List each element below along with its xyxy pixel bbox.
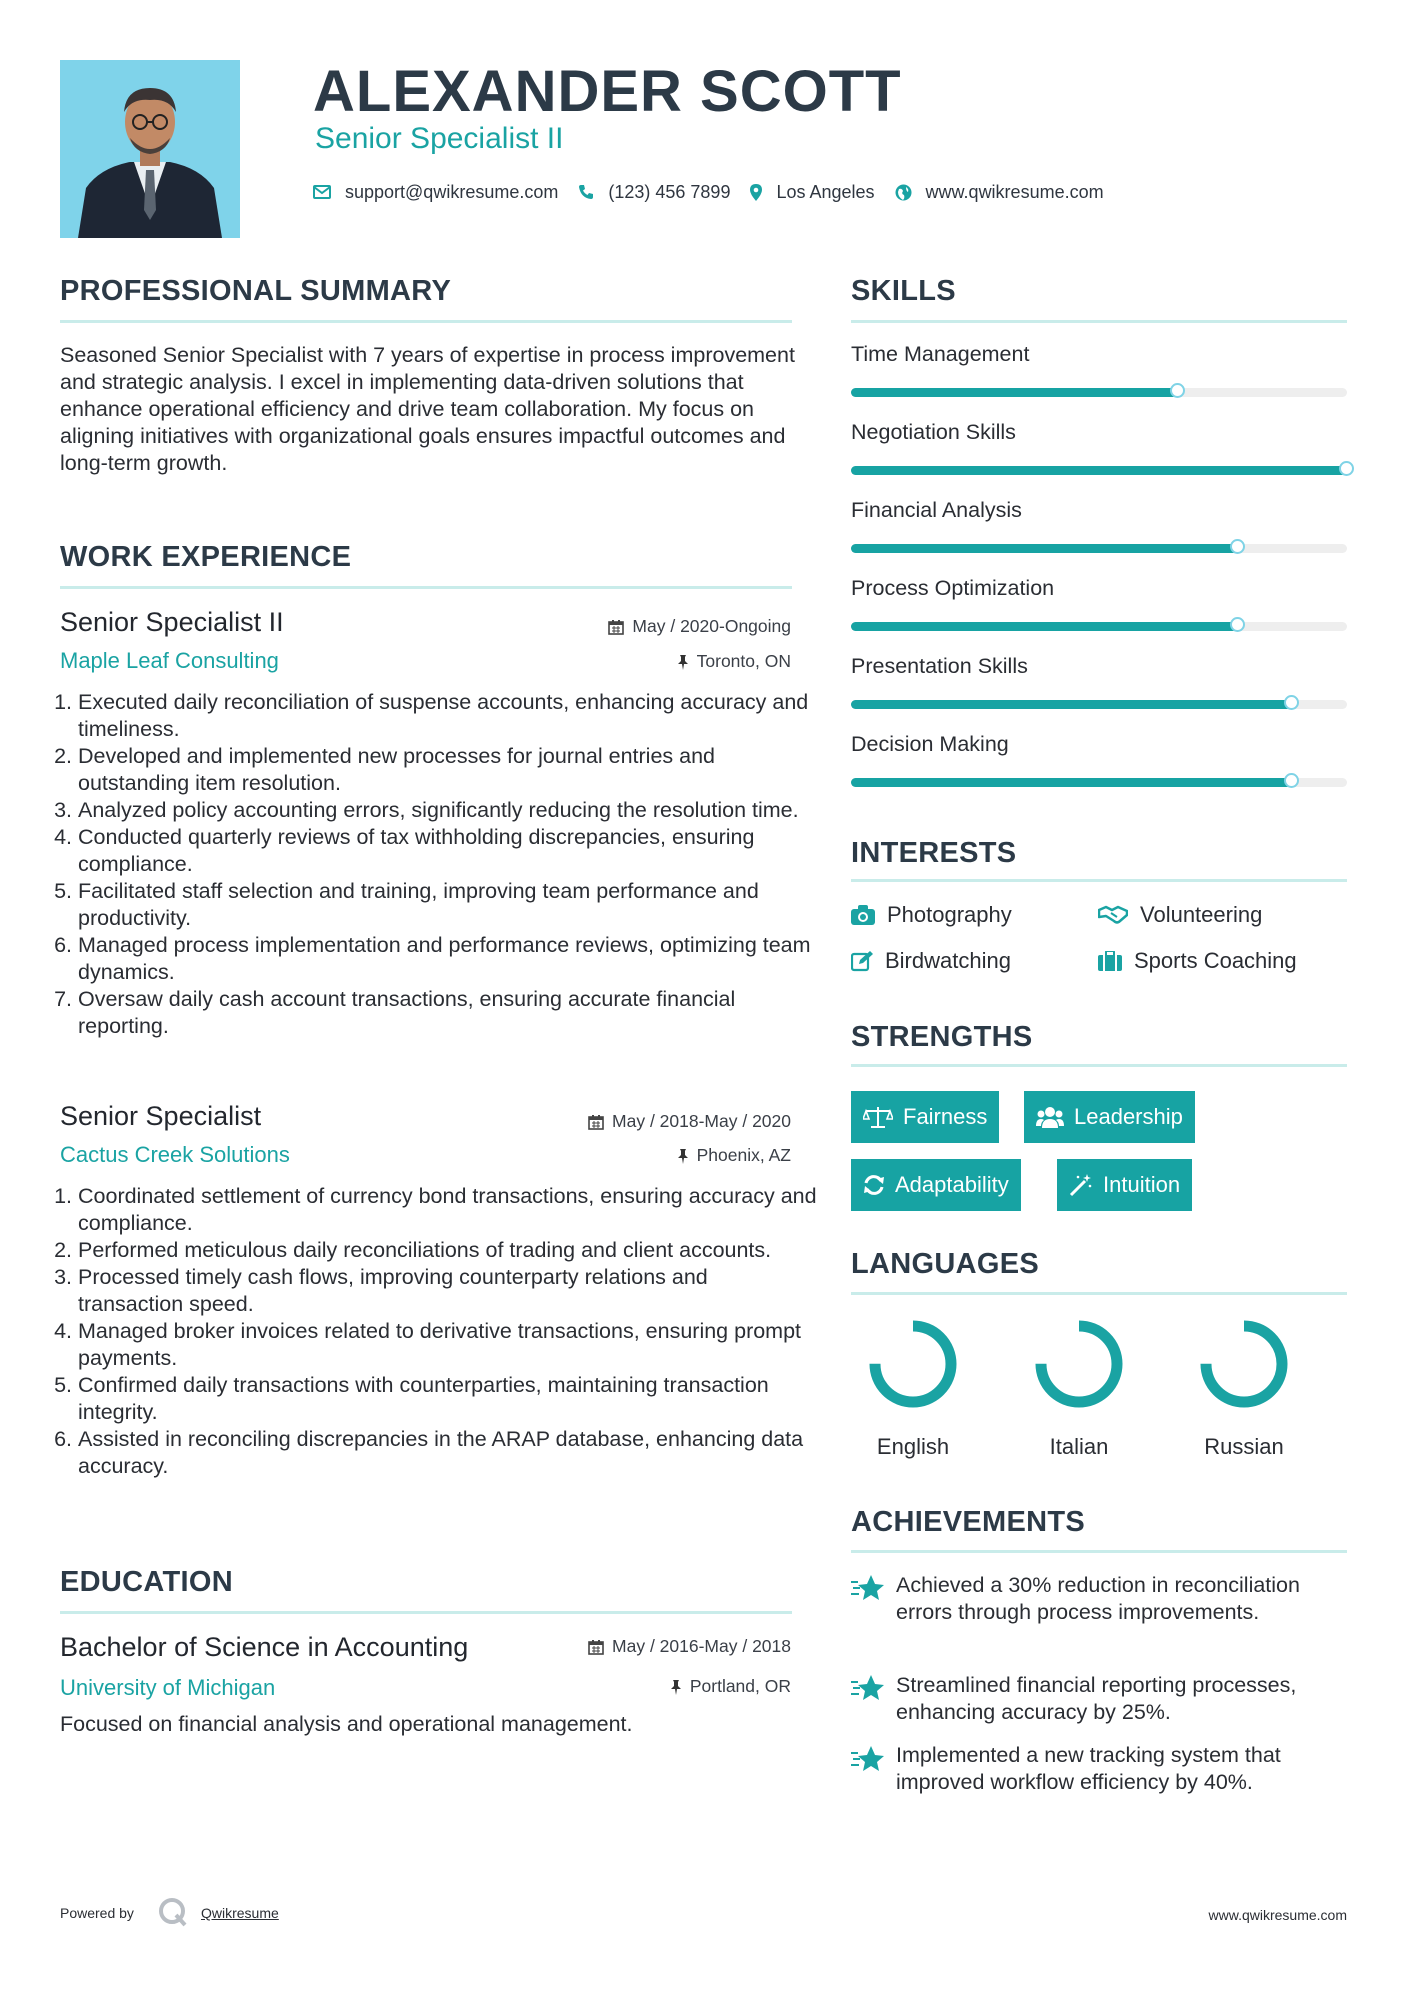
strength-badge	[851, 1091, 999, 1143]
job-duties-list	[60, 689, 818, 1040]
calendar-icon	[588, 1639, 604, 1655]
strength-badge	[1057, 1159, 1192, 1211]
email-text: support@qwikresume.com	[345, 181, 559, 202]
footer-website-link[interactable]: www.qwikresume.com	[1208, 1907, 1347, 1923]
candidate-title: Senior Specialist II	[315, 122, 564, 155]
pushpin-icon	[677, 1148, 689, 1164]
skill-level-fill	[851, 622, 1238, 631]
language-label: Italian	[1049, 1434, 1109, 1459]
achievement-text: Streamlined financial reporting processes, enhancing accuracy by 25%.	[896, 1673, 1297, 1724]
school-name: University of Michigan	[60, 1675, 276, 1700]
profile-photo	[60, 60, 240, 238]
globe-icon	[895, 184, 912, 201]
achievement-star	[851, 1674, 885, 1707]
education-heading: EDUCATION	[60, 1566, 233, 1598]
handshake-icon	[1098, 905, 1128, 925]
summary-text: Seasoned Senior Specialist with 7 years of expertise in process improvement and strategic analysis. I excel in implementing data-driven solutions that enhance operational efficiency and drive team collaboration. My focus on aligning initiatives with organizational goals ensures impactful outcomes and long-term growth.	[60, 343, 795, 475]
skills-heading: SKILLS	[851, 275, 956, 307]
summary-rule	[60, 320, 792, 323]
interests-rule	[851, 879, 1347, 882]
skill-level-fill	[851, 700, 1292, 709]
experience-heading: WORK EXPERIENCE	[60, 541, 352, 573]
list-item: 6. Assisted in reconciling discrepancies in the ARAP database, enhancing data accuracy.	[78, 1426, 818, 1480]
education-dates-text: May / 2016-May / 2018	[612, 1636, 791, 1656]
interest-item	[1098, 948, 1297, 974]
language-progress-ring	[867, 1318, 959, 1415]
calendar-icon	[608, 619, 624, 635]
strength-label: Fairness	[903, 1104, 988, 1129]
list-item: 3. Analyzed policy accounting errors, significantly reducing the resolution time.	[78, 797, 818, 824]
strength-label: Leadership	[1074, 1104, 1183, 1129]
skill-level-fill	[851, 778, 1292, 787]
pushpin-icon	[670, 1679, 682, 1695]
star-icon	[851, 1574, 885, 1602]
strengths-heading: STRENGTHS	[851, 1021, 1033, 1053]
briefcase-icon	[1098, 951, 1122, 971]
interest-label: Volunteering	[1140, 902, 1263, 927]
languages-heading: LANGUAGES	[851, 1248, 1039, 1280]
skill-level-bar	[851, 466, 1347, 475]
list-item: 7. Oversaw daily cash account transactions, ensuring accurate financial reporting.	[78, 986, 818, 1040]
language-label: Russian	[1204, 1434, 1284, 1459]
summary-heading: PROFESSIONAL SUMMARY	[60, 275, 452, 307]
list-item: 2. Developed and implemented new processes for journal entries and outstanding item resolution.	[78, 743, 818, 797]
interest-item	[851, 902, 1012, 928]
website-text: www.qwikresume.com	[925, 181, 1104, 202]
skill-level-knob	[1284, 695, 1299, 710]
achievement-text: Achieved a 30% reduction in reconciliation errors through process improvements.	[896, 1573, 1300, 1624]
list-item: 5. Facilitated staff selection and training, improving team performance and productivity.	[78, 878, 818, 932]
education-location	[670, 1676, 791, 1697]
skill-level-knob	[1284, 773, 1299, 788]
magic-wand-icon	[1069, 1173, 1093, 1197]
job-dates	[588, 1111, 791, 1132]
achievements-rule	[851, 1550, 1347, 1553]
degree-title: Bachelor of Science in Accounting	[60, 1632, 469, 1662]
achievement-star	[851, 1745, 885, 1778]
candidate-name: ALEXANDER SCOTT	[313, 59, 902, 124]
star-icon	[851, 1745, 885, 1773]
education-location-text: Portland, OR	[689, 1676, 791, 1696]
skill-level-bar	[851, 700, 1347, 709]
skill-level-knob	[1230, 617, 1245, 632]
skill-level-bar	[851, 544, 1347, 553]
education-dates	[588, 1636, 791, 1657]
list-item: 4. Conducted quarterly reviews of tax withholding discrepancies, ensuring compliance.	[78, 824, 818, 878]
interest-label: Photography	[887, 902, 1012, 927]
skill-level-bar	[851, 622, 1347, 631]
achievement-text: Implemented a new tracking system that improved workflow efficiency by 40%.	[896, 1743, 1281, 1794]
contact-email[interactable]	[313, 182, 558, 203]
skills-rule	[851, 320, 1347, 323]
skill-level-knob	[1230, 539, 1245, 554]
interest-label: Sports Coaching	[1134, 948, 1297, 973]
list-item: 1. Executed daily reconciliation of suspense accounts, enhancing accuracy and timeliness.	[78, 689, 818, 743]
interest-item	[1098, 902, 1262, 928]
map-marker-icon	[750, 184, 762, 201]
calendar-icon	[588, 1114, 604, 1130]
brand-link[interactable]: Qwikresume	[201, 1905, 279, 1921]
strength-label: Intuition	[1103, 1172, 1181, 1197]
job-location	[677, 1145, 791, 1166]
job-location-text: Toronto, ON	[696, 651, 791, 671]
job-title: Senior Specialist	[60, 1101, 262, 1131]
list-item: 3. Processed timely cash flows, improving counterparty relations and transaction speed.	[78, 1264, 818, 1318]
interests-heading: INTERESTS	[851, 837, 1017, 869]
list-item: 6. Managed process implementation and performance reviews, optimizing team dynamics.	[78, 932, 818, 986]
experience-rule	[60, 586, 792, 589]
star-icon	[851, 1674, 885, 1702]
strengths-rule	[851, 1064, 1347, 1067]
phone-icon	[578, 184, 594, 200]
camera-icon	[851, 905, 875, 925]
job-company: Maple Leaf Consulting	[60, 648, 279, 673]
language-ring-arc	[1041, 1326, 1117, 1402]
pushpin-icon	[677, 654, 689, 670]
strength-badge	[1024, 1091, 1195, 1143]
job-duties-list	[60, 1183, 818, 1480]
list-item: 1. Coordinated settlement of currency bond transactions, ensuring accuracy and compliance.	[78, 1183, 818, 1237]
job-dates	[608, 616, 791, 637]
skill-level-bar	[851, 388, 1347, 397]
skill-level-fill	[851, 466, 1347, 475]
skill-label: Presentation Skills	[851, 654, 1028, 678]
skill-label: Financial Analysis	[851, 498, 1022, 522]
skill-level-knob	[1170, 383, 1185, 398]
achievement-star	[851, 1574, 885, 1607]
language-ring-arc	[875, 1326, 951, 1402]
skill-label: Negotiation Skills	[851, 420, 1016, 444]
strength-badge	[851, 1159, 1021, 1211]
interest-item	[851, 948, 1011, 974]
job-location-text: Phoenix, AZ	[696, 1145, 791, 1165]
users-icon	[1036, 1106, 1064, 1128]
skill-level-fill	[851, 388, 1178, 397]
skill-label: Time Management	[851, 342, 1030, 366]
job-company: Cactus Creek Solutions	[60, 1142, 290, 1167]
skill-label: Process Optimization	[851, 576, 1055, 600]
skill-level-fill	[851, 544, 1238, 553]
interest-label: Birdwatching	[885, 948, 1011, 973]
list-item: 4. Managed broker invoices related to derivative transactions, ensuring prompt payments.	[78, 1318, 818, 1372]
job-location	[677, 651, 791, 672]
phone-text: (123) 456 7899	[608, 181, 731, 202]
language-label: English	[876, 1434, 950, 1459]
qwikresume-logo-icon	[158, 1897, 188, 1932]
job-title: Senior Specialist II	[60, 607, 284, 637]
skill-level-bar	[851, 778, 1347, 787]
language-ring-arc	[1206, 1326, 1282, 1402]
person-photo-illustration	[60, 60, 240, 238]
education-rule	[60, 1611, 792, 1614]
contact-location	[750, 182, 874, 203]
achievements-heading: ACHIEVEMENTS	[851, 1506, 1086, 1538]
contact-bar	[313, 180, 1104, 204]
balance-scale-icon	[863, 1105, 893, 1129]
skill-level-knob	[1339, 461, 1354, 476]
contact-website[interactable]	[895, 182, 1104, 203]
refresh-icon	[863, 1174, 885, 1196]
language-progress-ring	[1033, 1318, 1125, 1415]
location-text: Los Angeles	[776, 181, 875, 202]
skill-label: Decision Making	[851, 732, 1009, 756]
strength-label: Adaptability	[895, 1172, 1009, 1197]
languages-rule	[851, 1292, 1347, 1295]
powered-by-label: Powered by	[60, 1905, 134, 1921]
job-dates-text: May / 2018-May / 2020	[612, 1111, 791, 1131]
envelope-icon	[313, 185, 331, 199]
list-item: 5. Confirmed daily transactions with counterparties, maintaining transaction integrity.	[78, 1372, 818, 1426]
edit-icon	[851, 950, 873, 972]
language-progress-ring	[1198, 1318, 1290, 1415]
list-item: 2. Performed meticulous daily reconciliations of trading and client accounts.	[78, 1237, 818, 1264]
job-dates-text: May / 2020-Ongoing	[632, 616, 791, 636]
education-description: Focused on financial analysis and operational management.	[60, 1712, 633, 1736]
contact-phone[interactable]	[578, 182, 730, 203]
